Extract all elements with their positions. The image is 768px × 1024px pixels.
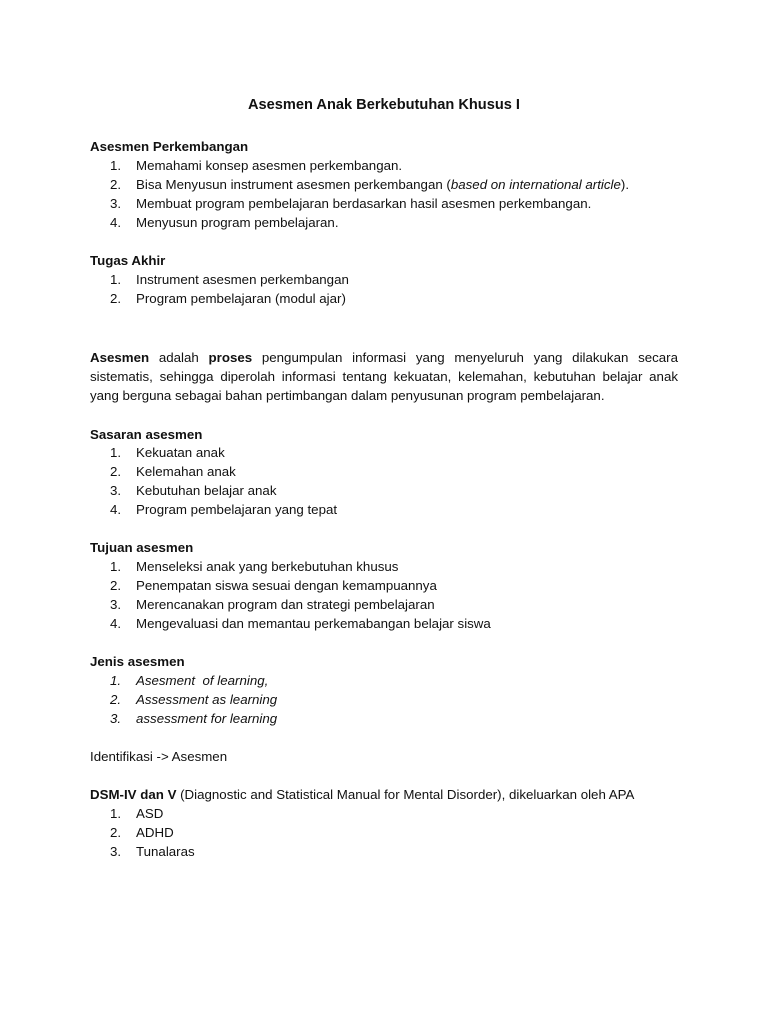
list-text: Kekuatan anak bbox=[136, 445, 225, 460]
paragraph-line: sistematis, sehingga diperolah informasi tentang kekuatan, kelemahan, kebutuhan belajar anak bbox=[90, 369, 678, 385]
list-item bbox=[110, 842, 195, 861]
list-number: 2. bbox=[110, 291, 122, 306]
list-number: 1. bbox=[110, 158, 122, 173]
list-number: 3. bbox=[110, 483, 122, 498]
list-number: 2. bbox=[110, 464, 122, 479]
term-proses: proses bbox=[208, 350, 253, 365]
list-number: 1. bbox=[110, 673, 122, 688]
list-text: Kelemahan anak bbox=[136, 464, 236, 479]
list-number: 1. bbox=[110, 272, 122, 287]
list-item bbox=[110, 156, 402, 175]
dsm-text: (Diagnostic and Statistical Manual for Mental Disorder), dikeluarkan oleh APA bbox=[176, 787, 635, 802]
list-item bbox=[110, 823, 174, 842]
list-text: Membuat program pembelajaran berdasarkan hasil asesmen perkembangan. bbox=[136, 196, 592, 211]
list-item bbox=[110, 462, 236, 481]
list-item bbox=[110, 289, 346, 308]
list-item bbox=[110, 270, 349, 289]
list-text: Penempatan siswa sesuai dengan kemampuannya bbox=[136, 578, 437, 593]
list-text: ADHD bbox=[136, 825, 174, 840]
list-number: 4. bbox=[110, 502, 122, 517]
list-text: Asesment of learning, bbox=[136, 673, 269, 688]
list-text: Memahami konsep asesmen perkembangan. bbox=[136, 158, 403, 173]
list-item bbox=[110, 194, 591, 213]
identifikasi-line: Identifikasi -> Asesmen bbox=[90, 749, 228, 764]
list-text-post: ). bbox=[620, 177, 630, 192]
list-text: Merencanakan program dan strategi pembelajaran bbox=[136, 597, 435, 612]
list-number: 3. bbox=[110, 711, 122, 726]
list-item bbox=[110, 500, 337, 519]
list-number: 2. bbox=[110, 692, 122, 707]
paragraph-text: pengumpulan informasi yang menyeluruh yang dilakukan secara bbox=[252, 350, 678, 365]
list-item bbox=[110, 557, 398, 576]
section-heading-perkembangan: Asesmen Perkembangan bbox=[90, 139, 249, 154]
definition-paragraph bbox=[90, 348, 678, 406]
list-number: 4. bbox=[110, 215, 122, 230]
list-number: 1. bbox=[110, 445, 122, 460]
list-text: Mengevaluasi dan memantau perkemabangan belajar siswa bbox=[136, 616, 491, 631]
list-text: Assessment as learning bbox=[136, 692, 278, 707]
paragraph-text: adalah bbox=[149, 350, 209, 365]
list-item bbox=[110, 804, 163, 823]
list-text: Program pembelajaran yang tepat bbox=[136, 502, 338, 517]
list-text: Instrument asesmen perkembangan bbox=[136, 272, 349, 287]
list-number: 2. bbox=[110, 578, 122, 593]
list-text-pre: Bisa Menyusun instrument asesmen perkembangan ( bbox=[136, 177, 451, 192]
list-text: Kebutuhan belajar anak bbox=[136, 483, 277, 498]
dsm-term: DSM-IV dan V bbox=[90, 787, 177, 802]
term-asesmen: Asesmen bbox=[90, 350, 150, 365]
dsm-line bbox=[90, 785, 634, 804]
list-text-emphasis: based on international article bbox=[450, 177, 621, 192]
list-text: assessment for learning bbox=[136, 711, 278, 726]
list-item bbox=[110, 576, 437, 595]
list-item bbox=[110, 443, 225, 462]
list-text: Menyusun program pembelajaran. bbox=[136, 215, 339, 230]
list-item bbox=[110, 175, 629, 194]
list-text: Tunalaras bbox=[136, 844, 195, 859]
section-heading-jenis: Jenis asesmen bbox=[90, 654, 185, 669]
list-text: Program pembelajaran (modul ajar) bbox=[136, 291, 346, 306]
paragraph-line bbox=[90, 348, 678, 367]
list-item bbox=[110, 709, 277, 728]
list-number: 3. bbox=[110, 844, 122, 859]
section-heading-tugas-akhir: Tugas Akhir bbox=[90, 253, 166, 268]
list-item bbox=[110, 595, 435, 614]
list-number: 4. bbox=[110, 616, 122, 631]
list-item bbox=[110, 481, 276, 500]
paragraph-line: yang berguna sebagai bahan pertimbangan dalam penyusunan program pembelajaran. bbox=[90, 388, 605, 404]
list-number: 1. bbox=[110, 559, 122, 574]
document-title: Asesmen Anak Berkebutuhan Khusus I bbox=[248, 97, 520, 113]
list-item bbox=[110, 614, 491, 633]
list-number: 3. bbox=[110, 196, 122, 211]
list-text: Menseleksi anak yang berkebutuhan khusus bbox=[136, 559, 399, 574]
section-heading-tujuan: Tujuan asesmen bbox=[90, 540, 194, 555]
list-number: 2. bbox=[110, 825, 122, 840]
list-item bbox=[110, 213, 339, 232]
section-heading-sasaran: Sasaran asesmen bbox=[90, 427, 203, 442]
list-item bbox=[110, 690, 277, 709]
list-number: 2. bbox=[110, 177, 122, 192]
list-item bbox=[110, 671, 268, 690]
list-text bbox=[136, 175, 629, 194]
list-text: ASD bbox=[136, 806, 164, 821]
list-number: 3. bbox=[110, 597, 122, 612]
list-number: 1. bbox=[110, 806, 122, 821]
